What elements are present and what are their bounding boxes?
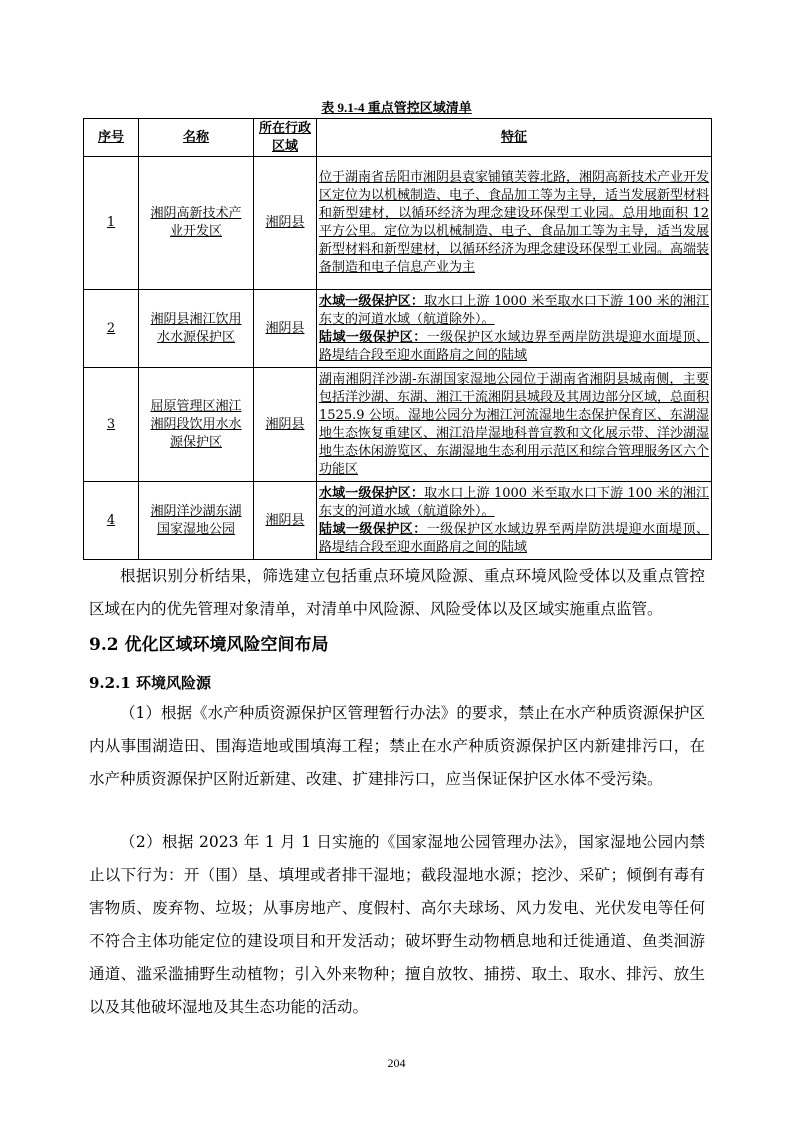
land-zone-label: 陆域一级保护区： bbox=[319, 521, 427, 537]
summary-paragraph: 根据识别分析结果，筛选建立包括重点环境风险源、重点环境风险受体以及重点管控区域在内的优先管理对象清单，对清单中风险源、风险受体以及区域实施重点监管。 bbox=[89, 567, 705, 618]
table-caption: 表 9.1-4 重点管控区域清单 bbox=[321, 100, 472, 115]
header-region: 所在行政区域 bbox=[254, 119, 317, 157]
row-name: 湘阴县湘江饮用水水源保护区 bbox=[139, 290, 254, 368]
water-zone-text: 取水口上游 1000 米至取水口下游 100 米的湘江东支的河道水域（航道除外）。 bbox=[319, 485, 709, 519]
row-no: 3 bbox=[84, 368, 139, 482]
subsection-title: 9.2.1 环境风险源 bbox=[89, 674, 211, 692]
row-name: 湘阴高新技术产业开发区 bbox=[139, 157, 254, 290]
row-region: 湘阴县 bbox=[254, 482, 317, 560]
row-no: 1 bbox=[84, 157, 139, 290]
land-zone-text: 一级保护区水域边界至两岸防洪堤迎水面堤顶、路堤结合段至迎水面路肩之间的陆域 bbox=[319, 329, 709, 363]
row-feature bbox=[317, 290, 712, 368]
row-region: 湘阴县 bbox=[254, 157, 317, 290]
row-feature: 位于湖南省岳阳市湘阴县袁家铺镇芙蓉北路，湘阴高新技术产业开发区定位为以机械制造、电子、食品加工等为主导，适当发展新型材料和新型建材，以循环经济为理念建设环保型工业园。总用地面积 12 平方公里。定位为以机械制造、电子、食品加工等为主导，适当发展新型材料和新型建材，以循环经济为理念建设环保型工业园。高端装备制造和电子信息产业为主 bbox=[317, 157, 712, 290]
table-row bbox=[84, 157, 712, 290]
table-row bbox=[84, 482, 712, 560]
row-no: 4 bbox=[84, 482, 139, 560]
row-name: 屈原管理区湘江湘阴段饮用水水源保护区 bbox=[139, 368, 254, 482]
row-feature bbox=[317, 482, 712, 560]
table-header-row bbox=[84, 119, 712, 157]
paragraph-1: （1）根据《水产种质资源保护区管理暂行办法》的要求，禁止在水产种质资源保护区内从事围湖造田、围海造地或围填海工程；禁止在水产种质资源保护区内新建排污口，在水产种质资源保护区附近新建、改建、扩建排污口，应当保证保护区水体不受污染。 bbox=[89, 704, 705, 788]
row-region: 湘阴县 bbox=[254, 368, 317, 482]
water-zone-text: 取水口上游 1000 米至取水口下游 100 米的湘江东支的河道水域（航道除外）。 bbox=[319, 293, 709, 327]
row-name: 湘阴洋沙湖东湖国家湿地公园 bbox=[139, 482, 254, 560]
land-zone-text: 一级保护区水域边界至两岸防洪堤迎水面堤顶、路堤结合段至迎水面路肩之间的陆域 bbox=[319, 521, 709, 555]
section-title: 9.2 优化区域环境风险空间布局 bbox=[89, 635, 329, 655]
row-feature: 湖南湘阴洋沙湖-东湖国家湿地公园位于湖南省湘阴县城南侧，主要包括洋沙湖、东湖、湘江干流湘阴县城段及其周边部分区域，总面积 1525.9 公顷。湿地公园分为湘江河流湿地生态保护保育区、东湖湿地生态恢复重建区、湘江沿岸湿地科普宣教和文化展示带、洋沙湖湿地生态休闲游览区、东湖湿地生态利用示范区和综合管理服务区六个功能区 bbox=[317, 368, 712, 482]
header-feature: 特征 bbox=[317, 119, 712, 157]
land-zone-label: 陆域一级保护区： bbox=[319, 329, 427, 345]
row-region: 湘阴县 bbox=[254, 290, 317, 368]
key-control-area-table bbox=[83, 118, 712, 560]
water-zone-label: 水域一级保护区： bbox=[319, 485, 425, 501]
table-row bbox=[84, 290, 712, 368]
table-row bbox=[84, 368, 712, 482]
header-no: 序号 bbox=[84, 119, 139, 157]
paragraph-2: （2）根据 2023 年 1 月 1 日实施的《国家湿地公园管理办法》，国家湿地公园内禁止以下行为：开（围）垦、填埋或者排干湿地；截段湿地水源；挖沙、采矿；倾倒有毒有害物质、废弃物、垃圾；从事房地产、度假村、高尔夫球场、风力发电、光伏发电等任何不符合主体功能定位的建设项目和开发活动；破坏野生动物栖息地和迁徙通道、鱼类洄游通道、滥采滥捕野生动植物；引入外来物种；擅自放牧、捕捞、取土、取水、排污、放生以及其他破坏湿地及其生态功能的活动。 bbox=[89, 833, 705, 1016]
header-name: 名称 bbox=[139, 119, 254, 157]
row-no: 2 bbox=[84, 290, 139, 368]
water-zone-label: 水域一级保护区： bbox=[319, 293, 425, 309]
page-number: 204 bbox=[387, 1056, 406, 1070]
